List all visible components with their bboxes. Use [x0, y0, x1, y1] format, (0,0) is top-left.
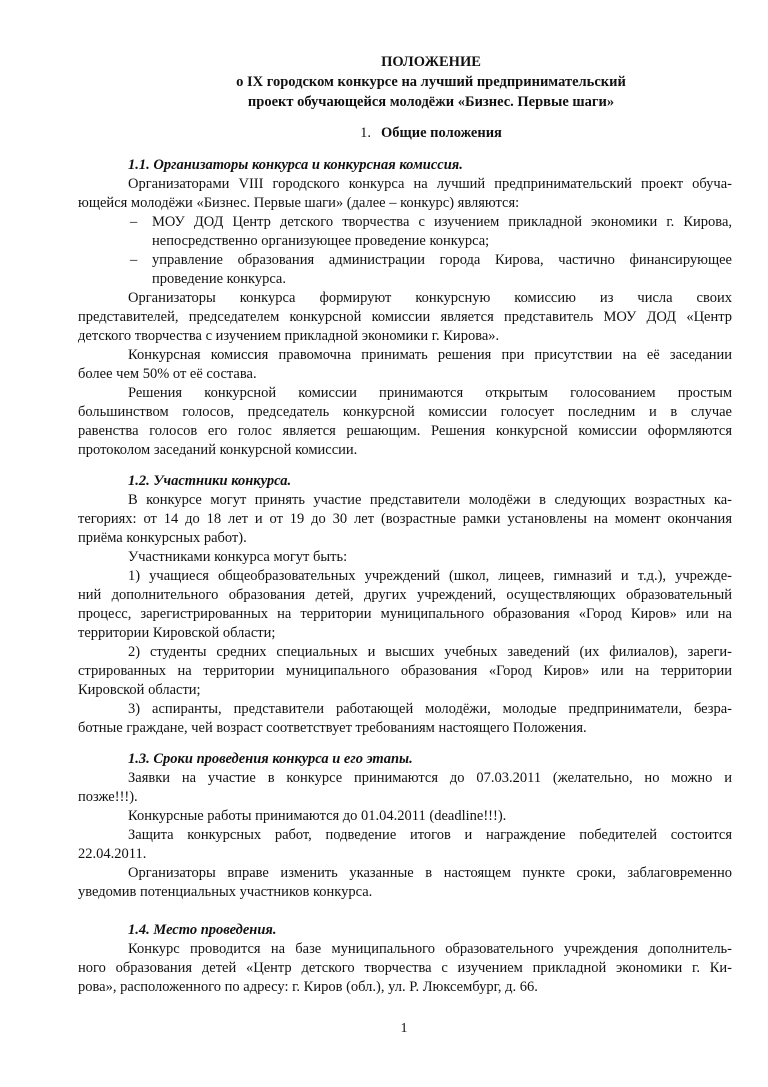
- text-line: позже!!!).: [78, 789, 138, 805]
- paragraph: [78, 769, 732, 807]
- paragraph: [78, 826, 732, 864]
- text-line: 22.04.2011.: [78, 846, 147, 862]
- text-line: Организаторы конкурса формируют конкурсную комиссию из числа своих: [128, 290, 732, 306]
- text-line: Организаторы вправе изменить указанные в настоящем пункте сроки, заблаговременно: [128, 865, 732, 881]
- title-line: о IX городском конкурсе на лучший предпринимательский: [236, 74, 626, 90]
- text-line: приёма конкурсных работ).: [78, 530, 247, 546]
- text-line: Конкурсная комиссия правомочна принимать решения при присутствии на её заседании: [128, 347, 732, 363]
- bullet-item: [78, 213, 732, 251]
- text-line: тегориях: от 14 до 18 лет и от 19 до 30 лет (возрастные рамки установлены на момент окончания: [78, 511, 732, 527]
- text-line: ний дополнительного образования детей, других учреждений, осуществляющих образовательный: [78, 587, 732, 603]
- text-line: процесс, зарегистрированных на территории муниципального образования «Город Киров» или на: [78, 606, 732, 622]
- text-line: уведомив потенциальных участников конкурса.: [78, 884, 373, 900]
- paragraph: [78, 346, 732, 384]
- text-line: территории Кировской области;: [78, 625, 276, 641]
- text-line: Защита конкурсных работ, подведение итогов и награждение победителей состоится: [128, 827, 732, 843]
- chapter-heading: [78, 123, 732, 143]
- text-line: ботные граждане, чей возраст соответствует требованиям настоящего Положения.: [78, 720, 587, 736]
- paragraph: [78, 548, 732, 567]
- paragraph: [78, 567, 732, 643]
- text-line: Заявки на участие в конкурсе принимаются до 07.03.2011 (желательно, но можно и: [128, 770, 732, 786]
- text-line: детского творчества с изучением прикладной экономики г. Кирова».: [78, 328, 500, 344]
- document-title: [78, 52, 732, 112]
- text-line: более чем 50% от её состава.: [78, 366, 257, 382]
- section-heading: 1.4. Место проведения.: [128, 922, 277, 938]
- text-line: 2) студенты средних специальных и высших учебных заведений (их филиалов), зареги-: [128, 644, 732, 660]
- chapter-number: 1.: [360, 125, 371, 141]
- paragraph: [78, 807, 732, 826]
- title-line: проект обучающейся молодёжи «Бизнес. Первые шаги»: [247, 94, 615, 110]
- section-heading: 1.1. Организаторы конкурса и конкурсная комиссия.: [128, 157, 463, 173]
- text-line: проведение конкурса.: [152, 271, 286, 287]
- page-number: 1: [400, 1021, 408, 1036]
- text-line: МОУ ДОД Центр детского творчества с изучением прикладной экономики г. Кирова,: [152, 214, 732, 230]
- paragraph: [78, 864, 732, 902]
- text-line: равенства голосов его голос является решающим. Решения конкурсной комиссии оформляются: [78, 423, 732, 439]
- bullet-item: [78, 251, 732, 289]
- paragraph: [78, 643, 732, 700]
- text-line: 1) учащиеся общеобразовательных учреждений (школ, лицеев, гимназий и т.д.), учрежде-: [128, 568, 732, 584]
- text-line: Кировской области;: [78, 682, 201, 698]
- title-line: ПОЛОЖЕНИЕ: [381, 54, 481, 70]
- section: [78, 156, 732, 460]
- paragraph: [78, 940, 732, 997]
- text-line: рова», расположенного по адресу: г. Киров (обл.), ул. Р. Люксембург, д. 66.: [78, 979, 538, 995]
- bullet-marker: –: [130, 214, 138, 230]
- text-line: Решения конкурсной комиссии принимаются открытым голосованием простым: [128, 385, 732, 401]
- section-heading: 1.3. Сроки проведения конкурса и его этапы.: [128, 751, 413, 767]
- text-line: ющейся молодёжи «Бизнес. Первые шаги» (далее – конкурс) являются:: [78, 195, 520, 211]
- text-line: управление образования администрации города Кирова, частично финансирующее: [152, 252, 732, 268]
- text-line: В конкурсе могут принять участие представители молодёжи в следующих возрастных ка-: [128, 492, 732, 508]
- paragraph: [78, 384, 732, 460]
- text-line: непосредственно организующее проведение конкурса;: [152, 233, 490, 249]
- bullet-marker: –: [130, 252, 138, 268]
- paragraph: [78, 289, 732, 346]
- text-line: Организаторами VIII городского конкурса на лучший предпринимательский проект обуча-: [128, 176, 732, 192]
- text-line: Конкурс проводится на базе муниципального образовательного учреждения дополнитель-: [128, 941, 732, 957]
- text-line: ного образования детей «Центр детского творчества с изучением прикладной экономики г. Ки-: [78, 960, 732, 976]
- chapter-label: Общие положения: [380, 125, 502, 141]
- section: [78, 472, 732, 738]
- text-line: протоколом заседаний конкурсной комиссии.: [78, 442, 358, 458]
- text-line: Конкурсные работы принимаются до 01.04.2011 (deadline!!!).: [128, 808, 507, 824]
- sections: [78, 156, 732, 997]
- text-line: Участниками конкурса могут быть:: [128, 549, 348, 565]
- text-line: стрированных на территории муниципального образования «Город Киров» или на территории: [78, 663, 732, 679]
- paragraph: [78, 491, 732, 548]
- text-line: большинством голосов, председатель конкурсной комиссии голосует последним и в случае: [78, 404, 732, 420]
- paragraph: [78, 175, 732, 213]
- text-line: 3) аспиранты, представители работающей молодёжи, молодые предприниматели, безра-: [128, 701, 732, 717]
- text-line: представителей, председателем конкурсной комиссии является представитель МОУ ДОД «Центр: [78, 309, 732, 325]
- paragraph: [78, 700, 732, 738]
- section-heading: 1.2. Участники конкурса.: [128, 473, 292, 489]
- document-page: [78, 52, 732, 997]
- section: [78, 750, 732, 902]
- section: [78, 921, 732, 997]
